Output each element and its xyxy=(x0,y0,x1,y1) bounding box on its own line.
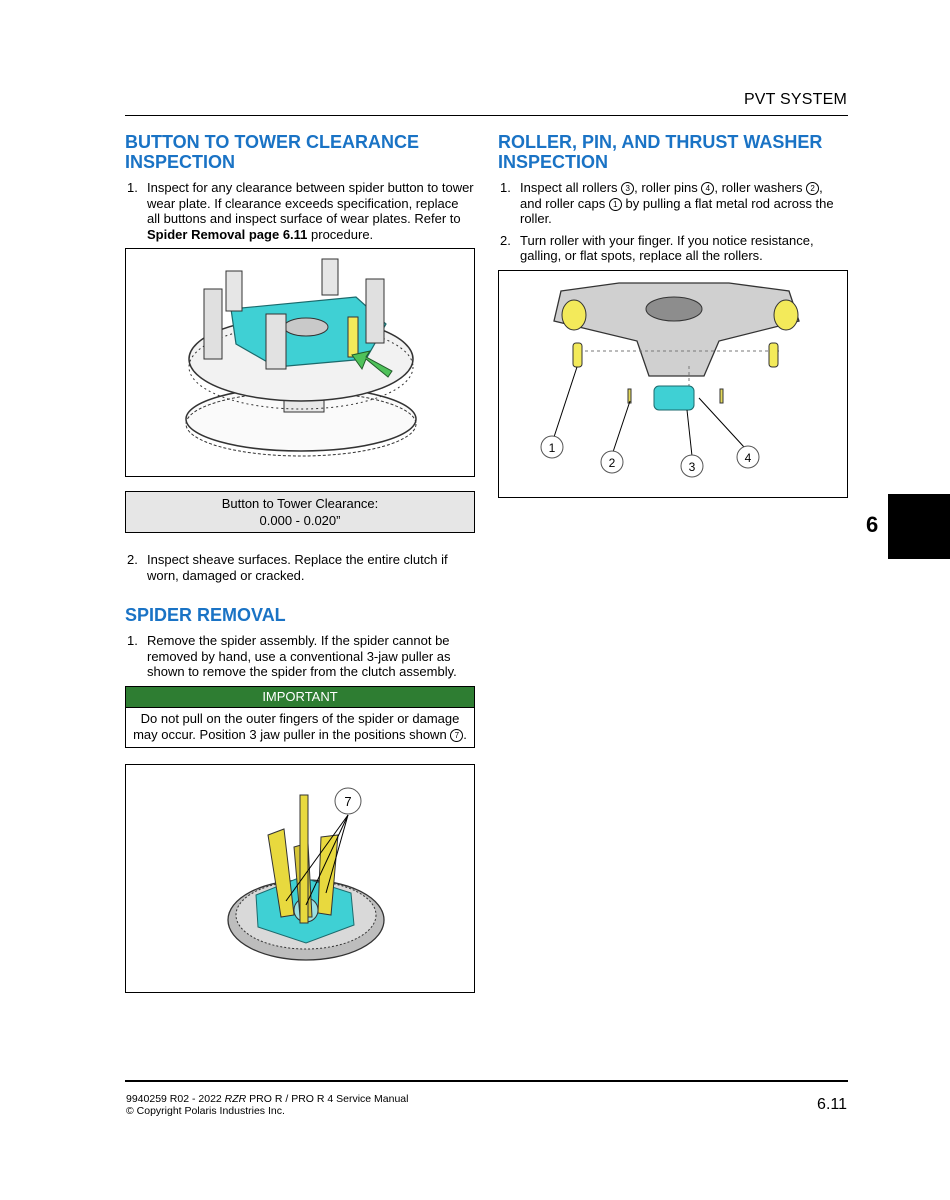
important-text: Do not pull on the outer fingers of the spider or damage may occur. Position 3 jaw puller in the positions shown 7 . xyxy=(133,710,467,742)
step-text: , and roller caps xyxy=(520,180,823,211)
step-text: Remove the spider assembly. If the spider cannot be removed by hand, use a conventional 3-jaw puller as shown to remove the spider from the clutch assembly. xyxy=(147,633,457,679)
step-text: Inspect all rollers xyxy=(520,180,618,195)
callout-2: 2 xyxy=(608,455,616,470)
step-text: Inspect for any clearance between spider button to tower wear plate. If clearance exceeds specification, replace all buttons and inspect surface of wear plates. Refer to xyxy=(147,180,474,226)
callout-4-inline: 4 xyxy=(701,182,714,195)
callout-2-inline: 2 xyxy=(806,182,819,195)
callout-7-inline: 7 xyxy=(450,729,463,742)
list-item xyxy=(498,180,848,227)
right-column xyxy=(498,132,848,498)
callout-4: 4 xyxy=(744,450,752,465)
step-number: 1. xyxy=(127,633,138,648)
steps-sheave xyxy=(125,552,475,583)
left-column xyxy=(125,132,475,993)
important-body-text: Do not pull on the outer fingers of the spider or damage may occur. Position 3 jaw puller in the positions shown xyxy=(133,710,460,742)
step-text: Turn roller with your finger. If you notice resistance, galling, or flat spots, replace all the rollers. xyxy=(520,232,814,263)
puller-illustration xyxy=(126,765,473,991)
footer-rule xyxy=(125,1080,848,1082)
important-notice xyxy=(125,686,475,748)
step-text: , roller pins xyxy=(634,180,698,195)
page-number: 6.11 xyxy=(817,1096,847,1113)
step-number: 2. xyxy=(500,232,511,248)
clutch-spider-illustration xyxy=(126,249,473,475)
document-id xyxy=(126,1093,408,1105)
clutch-spider-figure xyxy=(125,248,475,477)
running-header: PVT SYSTEM xyxy=(743,91,847,108)
callout-7: 7 xyxy=(344,793,352,809)
list-item xyxy=(125,180,475,242)
step-text: by pulling a flat metal rod across the roller. xyxy=(520,195,834,226)
chapter-tab xyxy=(888,494,950,559)
list-item xyxy=(498,233,848,264)
chapter-number: 6 xyxy=(866,512,879,537)
doc-model-italic: RZR xyxy=(224,1093,247,1105)
step-number: 1. xyxy=(127,180,138,195)
spec-box xyxy=(125,491,475,533)
section-title-spider-removal: SPIDER REMOVAL xyxy=(125,605,286,625)
puller-figure xyxy=(125,764,475,993)
roller-figure xyxy=(498,270,848,498)
steps-roller xyxy=(498,180,848,264)
important-heading: IMPORTANT xyxy=(126,687,474,708)
step-text: Inspect sheave surfaces. Replace the entire clutch if worn, damaged or cracked. xyxy=(147,552,448,583)
spec-label: Button to Tower Clearance: xyxy=(221,496,379,511)
list-item xyxy=(125,633,475,680)
section-title-button-clearance: BUTTON TO TOWER CLEARANCE INSPECTION xyxy=(125,132,420,172)
step-number: 2. xyxy=(127,552,138,567)
doc-title-text: PRO R / PRO R 4 Service Manual xyxy=(246,1093,409,1105)
step-number: 1. xyxy=(500,180,511,195)
step-text: procedure. xyxy=(307,226,374,242)
roller-exploded-illustration xyxy=(499,271,846,496)
doc-id-text: 9940259 R02 - 2022 xyxy=(126,1093,225,1105)
step-text: , roller washers xyxy=(714,180,803,195)
cross-reference-link[interactable]: Spider Removal page 6.11 xyxy=(147,226,308,242)
list-item xyxy=(125,552,475,583)
callout-1: 1 xyxy=(548,440,556,455)
callout-3: 3 xyxy=(688,459,696,474)
footer-document-info xyxy=(126,1093,408,1117)
callout-3-inline: 3 xyxy=(621,182,634,195)
copyright: © Copyright Polaris Industries Inc. xyxy=(126,1105,285,1117)
header-rule xyxy=(125,115,848,116)
steps-spider-removal xyxy=(125,633,475,680)
spec-value: 0.000 - 0.020” xyxy=(259,513,341,528)
callout-1-inline: 1 xyxy=(609,198,622,211)
steps-button-clearance xyxy=(125,180,475,242)
section-title-roller-inspection: ROLLER, PIN, AND THRUST WASHER INSPECTION xyxy=(498,132,823,172)
